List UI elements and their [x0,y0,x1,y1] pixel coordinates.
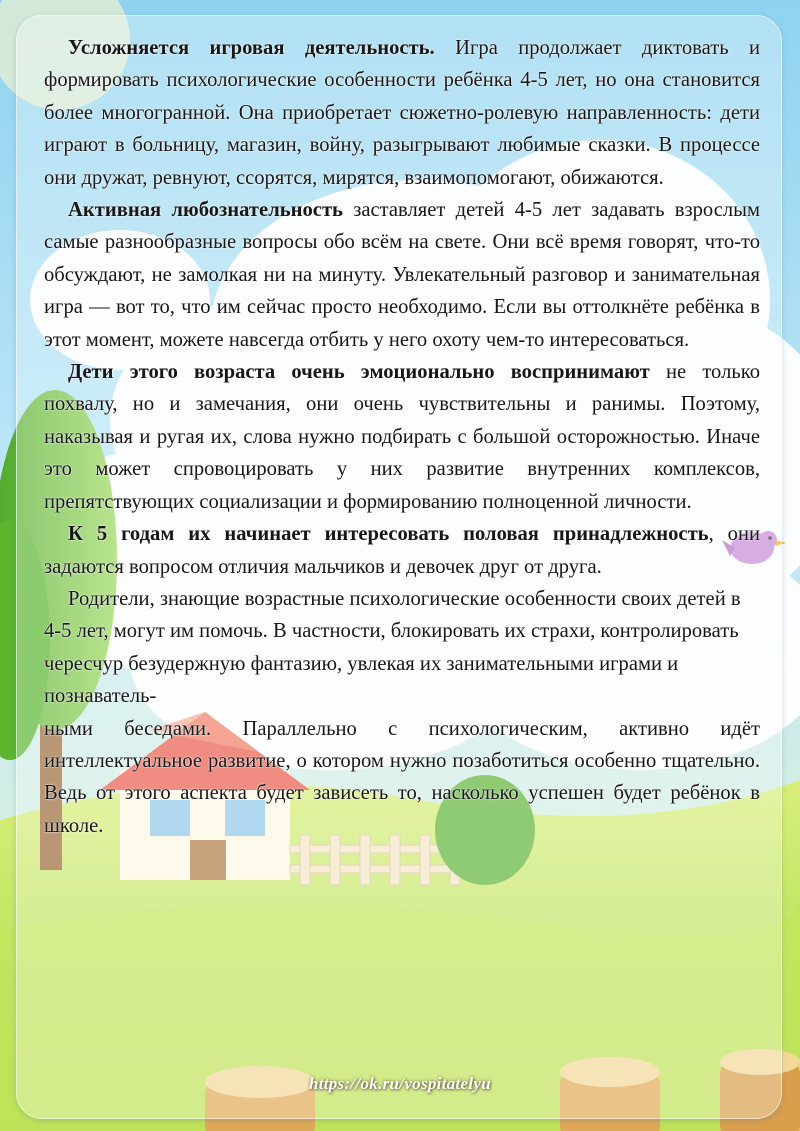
paragraph-bold-lead: Активная любознательность [68,199,343,222]
paragraph-text: заставляет детей 4-5 лет задавать взрослым самые разнообразные вопросы обо всём на свете. Они всё время говорят, что-то обсуждают, не замолкая ни на минуту. Увлекательный разговор и занимательная игра — вот то, что им сейчас просто необходимо. Если вы оттолкнёте ребёнка в этот момент, можете навсегда отбить у него охоту чем-то интересоваться. [44,199,760,351]
paragraph [44,32,760,194]
paragraph-text: не только похвалу, но и замечания, они очень чувствительны и ранимы. Поэтому, наказывая и ругая их, слова нужно подбирать с большой осторожностью. Иначе это может спровоцировать у них развитие внутренних комплексов, препятствующих социализации и формированию полноценной личности. [44,361,760,513]
paragraph [44,583,760,842]
paragraph-text: , они задаются вопросом отличия мальчиков и девочек друг от друга. [44,523,760,578]
paragraph-text: Родители, знающие возрастные психологические особенности своих детей в 4-5 лет, могут им помочь. В частности, блокировать их страхи, контролировать чересчур безудержную фантазию, увлекая их занимательными играми и познаватель- [44,587,741,708]
paragraph-bold-lead: К 5 годам их начинает интересовать половая принадлежность [68,523,709,546]
paragraph-bold-lead: Дети этого возраста очень эмоционально воспринимают [68,361,650,384]
paragraph [44,356,760,518]
paragraph [44,194,760,356]
article-body [44,32,760,842]
paragraph-text-continued: ными беседами. Параллельно с психологическим, активно идёт интеллектуальное развитие, о котором нужно позаботиться особенно тщательно. Ведь от этого аспекта будет зависеть то, насколько успешен будет ребёнок в школе. [44,717,760,837]
paragraph-bold-lead: Усложняется игровая деятельность. [68,37,435,59]
paragraph-text: Игра продолжает диктовать и формировать психологические особенности ребёнка 4-5 лет, но она становится более многогранной. Она приобретает сюжетно-ролевую направленность: дети играют в больницу, магазин, войну, разыгрывают любимые сказки. В процессе они дружат, ревнуют, ссорятся, мирятся, взаимопомогают, обижаются. [44,37,760,189]
paragraph [44,518,760,583]
source-link[interactable]: https://ok.ru/vospitatelyu [308,1074,492,1093]
